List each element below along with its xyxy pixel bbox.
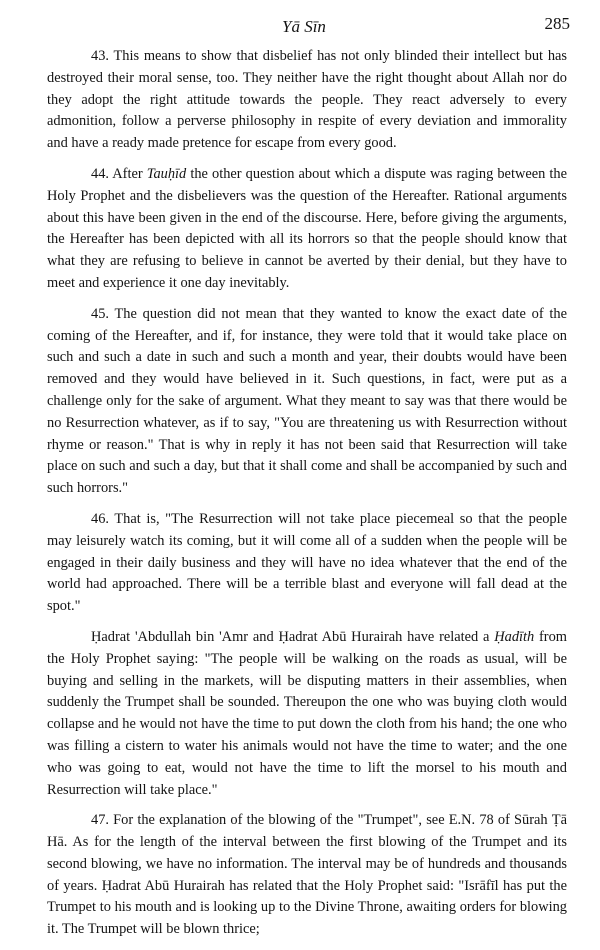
hadith-paragraph [47, 627, 567, 801]
note-45-paragraph [47, 304, 567, 500]
note-46-text: 46. That is, "The Resurrection will not take place piecemeal so that the people may leisurely watch its coming, but it will come all of a sudden when the people will be engaged in their daily business and they will have no idea whatever that the end of the world had approached. There will be a terrible blast and everyone will fall dead at the spot." [47, 510, 567, 615]
note-43-paragraph [47, 46, 567, 155]
note-44-text-start: 44. After [91, 165, 147, 182]
note-44-italic-term: Tauḥīd [146, 165, 187, 182]
hadith-italic-term: Ḥadīth [494, 628, 535, 645]
note-44-text-end: the other question about which a dispute was raging between the Holy Prophet and the disbelievers was the question of the Hereafter. Rational arguments about this have been given in the end of the discourse. Here, before giving the arguments, the Hereafter has been depicted with all its horrors so that the people should know that what they are refusing to believe in cannot be averted by their denial, but they have to meet and experience it one day inevitably. [47, 165, 567, 291]
note-47-text: 47. For the explanation of the blowing of the "Trumpet", see E.N. 78 of Sūrah Ṭā Hā. As for the length of the interval between the first blowing of the Trumpet and its second blowing, we have no information. The interval may be of hundreds and thousands of years. Ḥadrat Abū Hurairah has related that the Holy Prophet said: "Isrāfīl has put the Trumpet to his mouth and is looking up to the Divine Throne, awaiting orders for blowing it. The Trumpet will be blown thrice; [47, 812, 567, 938]
hadith-text-start: Ḥadrat 'Abdullah bin 'Amr and Ḥadrat Abū Hurairah have related a [91, 628, 495, 645]
body-text [47, 46, 567, 950]
note-44-paragraph [47, 164, 567, 295]
note-46-paragraph [47, 509, 567, 618]
running-head: Yā Sīn [282, 17, 326, 36]
note-45-text: 45. The question did not mean that they wanted to know the exact date of the coming of the Hereafter, and if, for instance, they were told that it would take place on such and such a date in such and such a month and year, their doubts would have been removed and they would have believed in it. Such questions, in fact, were put as a challenge only for the sake of argument. What they meant to say was that there would be no Resurrection whatever, as if to say, "You are threatening us with Resurrection without rhyme or reason." That is why in reply it has not been said that Resurrection will take place on such and such a day, but that it shall come and shall be accompanied by such and such horrors." [47, 305, 567, 497]
page-number: 285 [544, 14, 570, 33]
note-47-paragraph [47, 810, 567, 941]
hadith-text-end: from the Holy Prophet saying: "The people will be walking on the roads as usual, will be buying and selling in the markets, will be disputing matters in their assemblies, when suddenly the Trumpet shall be sounded. Thereupon the one who was buying cloth would collapse and he would not have the time to put down the cloth from his hand; the one who was filling a cistern to water his animals would not have the time to water; and the one who was going to eat, would not have the time to lift the morsel to his mouth and Resurrection will take place." [47, 628, 567, 798]
note-43-text: 43. This means to show that disbelief has not only blinded their intellect but has destroyed their moral sense, too. They neither have the right thought about Allah nor do they adopt the right attitude towards the people. They react adversely to every admonition, follow a perverse philosophy in respite of every deviation and immorality and have a ready made pretence for escape from every good. [47, 48, 567, 152]
